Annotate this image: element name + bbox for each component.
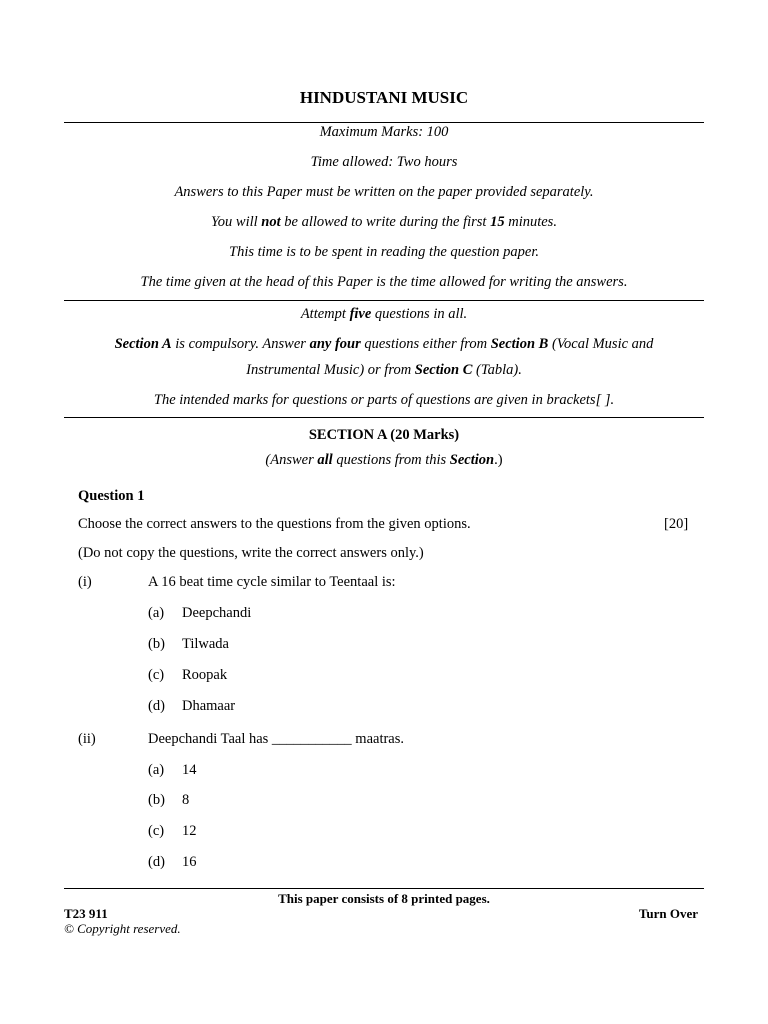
writing-restriction — [0, 214, 768, 231]
option-text: Tilwada — [182, 636, 229, 652]
text-fragment: minutes. — [504, 214, 557, 230]
text-fragment: (Answer — [265, 452, 318, 468]
section-a-heading: SECTION A (20 Marks) — [308, 427, 460, 443]
option-text: Dhamaar — [182, 698, 236, 714]
emphasis-section-b: Section B — [490, 336, 549, 352]
text-fragment: You will — [211, 214, 262, 230]
footer-divider — [64, 888, 704, 889]
time-head-note: The time given at the head of this Paper is the time allowed for writing the answers. — [140, 274, 628, 290]
part-number: (ii) — [78, 731, 96, 747]
text-fragment: Attempt — [300, 306, 350, 322]
attempt-instruction — [0, 306, 768, 323]
emphasis-section-a: Section A — [114, 336, 172, 352]
answers-instruction: Answers to this Paper must be written on the paper provided separately. — [174, 184, 594, 200]
emphasis-minutes: 15 — [490, 214, 505, 230]
option-text: 14 — [182, 762, 197, 778]
option-letter: (c) — [148, 667, 165, 683]
option-text: Roopak — [182, 667, 228, 683]
question-label: Question 1 — [78, 488, 145, 504]
emphasis-all: all — [317, 452, 333, 468]
question-prompt: Choose the correct answers to the questions from the given options. — [78, 516, 471, 532]
copyright-notice: © Copyright reserved. — [64, 921, 181, 936]
part-question: Deepchandi Taal has ___________ maatras. — [148, 731, 405, 747]
paper-code: T23 911 — [64, 906, 108, 921]
reading-time-note: This time is to be spent in reading the question paper. — [229, 244, 539, 260]
text-fragment: be allowed to write during the first — [280, 214, 491, 230]
divider — [64, 417, 704, 418]
option-letter: (a) — [148, 762, 165, 778]
emphasis-any-four: any four — [309, 336, 361, 352]
emphasis-not: not — [261, 214, 281, 230]
option-text: 8 — [182, 792, 190, 808]
section-a-subheading — [0, 452, 768, 469]
question-note: (Do not copy the questions, write the correct answers only.) — [78, 545, 424, 561]
option-text: 16 — [182, 854, 197, 870]
pages-note: This paper consists of 8 printed pages. — [278, 891, 490, 906]
time-allowed: Time allowed: Two hours — [310, 154, 458, 170]
part-question: A 16 beat time cycle similar to Teentaal is: — [148, 574, 396, 590]
option-letter: (a) — [148, 605, 165, 621]
option-letter: (b) — [148, 636, 165, 652]
text-fragment: is compulsory. Answer — [171, 336, 310, 352]
option-text: Deepchandi — [182, 605, 252, 621]
divider — [64, 122, 704, 123]
text-fragment: (Vocal Music and — [548, 336, 654, 352]
text-fragment: .) — [494, 452, 503, 468]
part-number: (i) — [78, 574, 92, 590]
paper-title: HINDUSTANI MUSIC — [299, 88, 469, 107]
text-fragment: Instrumental Music) or from — [246, 362, 415, 378]
option-letter: (c) — [148, 823, 165, 839]
text-fragment: questions either from — [360, 336, 491, 352]
section-instruction-line1 — [0, 336, 768, 353]
question-marks: [20] — [664, 516, 689, 532]
section-instruction-line2 — [0, 362, 768, 379]
option-letter: (b) — [148, 792, 165, 808]
maximum-marks: Maximum Marks: 100 — [319, 124, 449, 140]
turn-over-label: Turn Over — [638, 906, 698, 921]
text-fragment: questions in all. — [371, 306, 468, 322]
divider — [64, 300, 704, 301]
emphasis-section-c: Section C — [414, 362, 473, 378]
option-letter: (d) — [148, 698, 165, 714]
text-fragment: questions from this — [332, 452, 450, 468]
marks-note: The intended marks for questions or parts of questions are given in brackets[ ]. — [153, 392, 615, 408]
emphasis-five: five — [349, 306, 372, 322]
option-text: 12 — [182, 823, 197, 839]
text-fragment: (Tabla). — [472, 362, 522, 378]
option-letter: (d) — [148, 854, 165, 870]
emphasis-section: Section — [449, 452, 495, 468]
